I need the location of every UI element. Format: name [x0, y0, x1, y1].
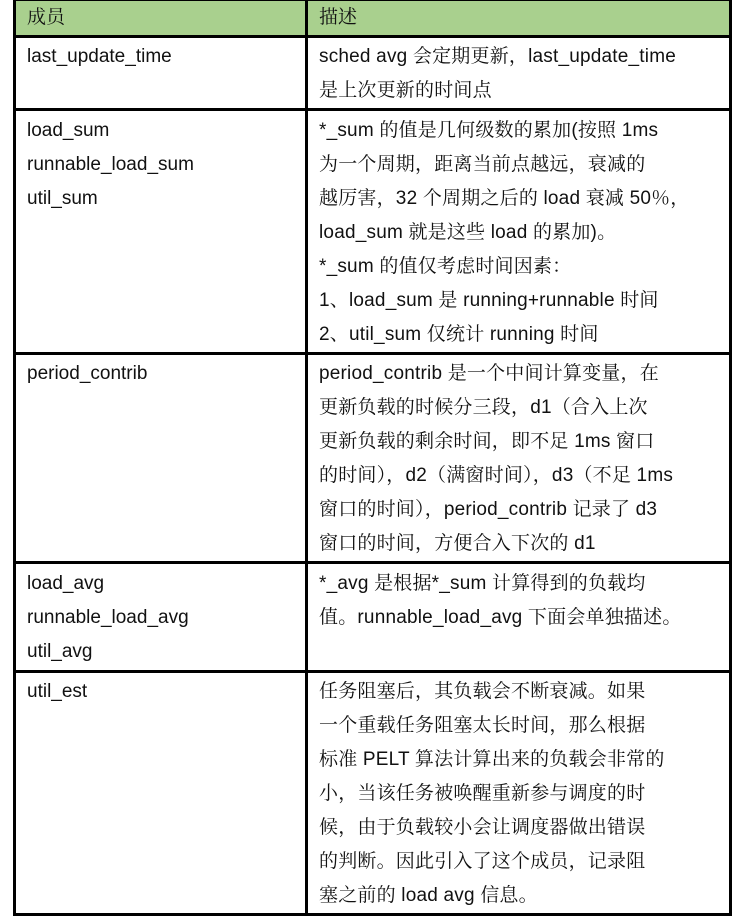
description-line: 一个重载任务阻塞太长时间，那么根据 — [319, 715, 646, 736]
member-cell — [15, 354, 307, 563]
description-line: 是上次更新的时间点 — [319, 80, 492, 101]
description-cell — [307, 110, 731, 354]
member-name: util_est — [27, 681, 88, 702]
description-cell — [307, 563, 731, 672]
table-header-row — [15, 0, 731, 37]
description-line: *_sum 的值是几何级数的累加(按照 1ms — [319, 120, 659, 141]
description-line: 任务阻塞后，其负载会不断衰减。如果 — [319, 681, 646, 702]
member-cell — [15, 110, 307, 354]
description-line: *_avg 是根据*_sum 计算得到的负载均 — [319, 573, 646, 594]
member-name: runnable_load_sum — [27, 154, 194, 175]
description-line: 的时间），d2（满窗时间），d3（不足 1ms — [319, 465, 674, 486]
description-cell — [307, 354, 731, 563]
description-line: 越厉害，32 个周期之后的 load 衰减 50％， — [319, 188, 690, 209]
description-cell — [307, 672, 731, 915]
member-name: period_contrib — [27, 363, 148, 384]
description-line: 标准 PELT 算法计算出来的负载会非常的 — [319, 749, 665, 770]
table-row — [15, 672, 731, 915]
member-cell — [15, 672, 307, 915]
description-line: 更新负载的剩余时间，即不足 1ms 窗口 — [319, 431, 655, 452]
table-row — [15, 563, 731, 672]
table-row — [15, 37, 731, 110]
description-cell — [307, 37, 731, 110]
description-line: period_contrib 是一个中间计算变量，在 — [319, 363, 659, 384]
member-cell — [15, 37, 307, 110]
description-line: sched avg 会定期更新，last_update_time — [319, 46, 677, 67]
member-description-table — [13, 0, 732, 916]
member-name: util_sum — [27, 188, 98, 209]
member-name: load_avg — [27, 573, 105, 594]
table-row — [15, 354, 731, 563]
table-row — [15, 110, 731, 354]
description-line: 塞之前的 load avg 信息。 — [319, 885, 538, 906]
description-line: *_sum 的值仅考虑时间因素： — [319, 256, 572, 277]
member-name: runnable_load_avg — [27, 607, 189, 628]
description-line: 值。runnable_load_avg 下面会单独描述。 — [319, 607, 682, 628]
member-cell — [15, 563, 307, 672]
description-line: load_sum 就是这些 load 的累加)。 — [319, 222, 617, 243]
description-line: 为一个周期，距离当前点越远，衰减的 — [319, 154, 646, 175]
header-description: 描述 — [307, 0, 731, 37]
member-name: load_sum — [27, 120, 110, 141]
description-line: 的判断。因此引入了这个成员，记录阻 — [319, 851, 646, 872]
description-line: 小，当该任务被唤醒重新参与调度的时 — [319, 783, 646, 804]
header-member: 成员 — [15, 0, 307, 37]
member-name: last_update_time — [27, 46, 172, 67]
description-line: 2、util_sum 仅统计 running 时间 — [319, 324, 599, 345]
member-name: util_avg — [27, 641, 93, 662]
description-line: 窗口的时间，方便合入下次的 d1 — [319, 533, 596, 554]
description-line: 候，由于负载较小会让调度器做出错误 — [319, 817, 646, 838]
description-line: 更新负载的时候分三段，d1（合入上次 — [319, 397, 648, 418]
description-line: 窗口的时间），period_contrib 记录了 d3 — [319, 499, 658, 520]
description-line: 1、load_sum 是 running+runnable 时间 — [319, 290, 659, 311]
